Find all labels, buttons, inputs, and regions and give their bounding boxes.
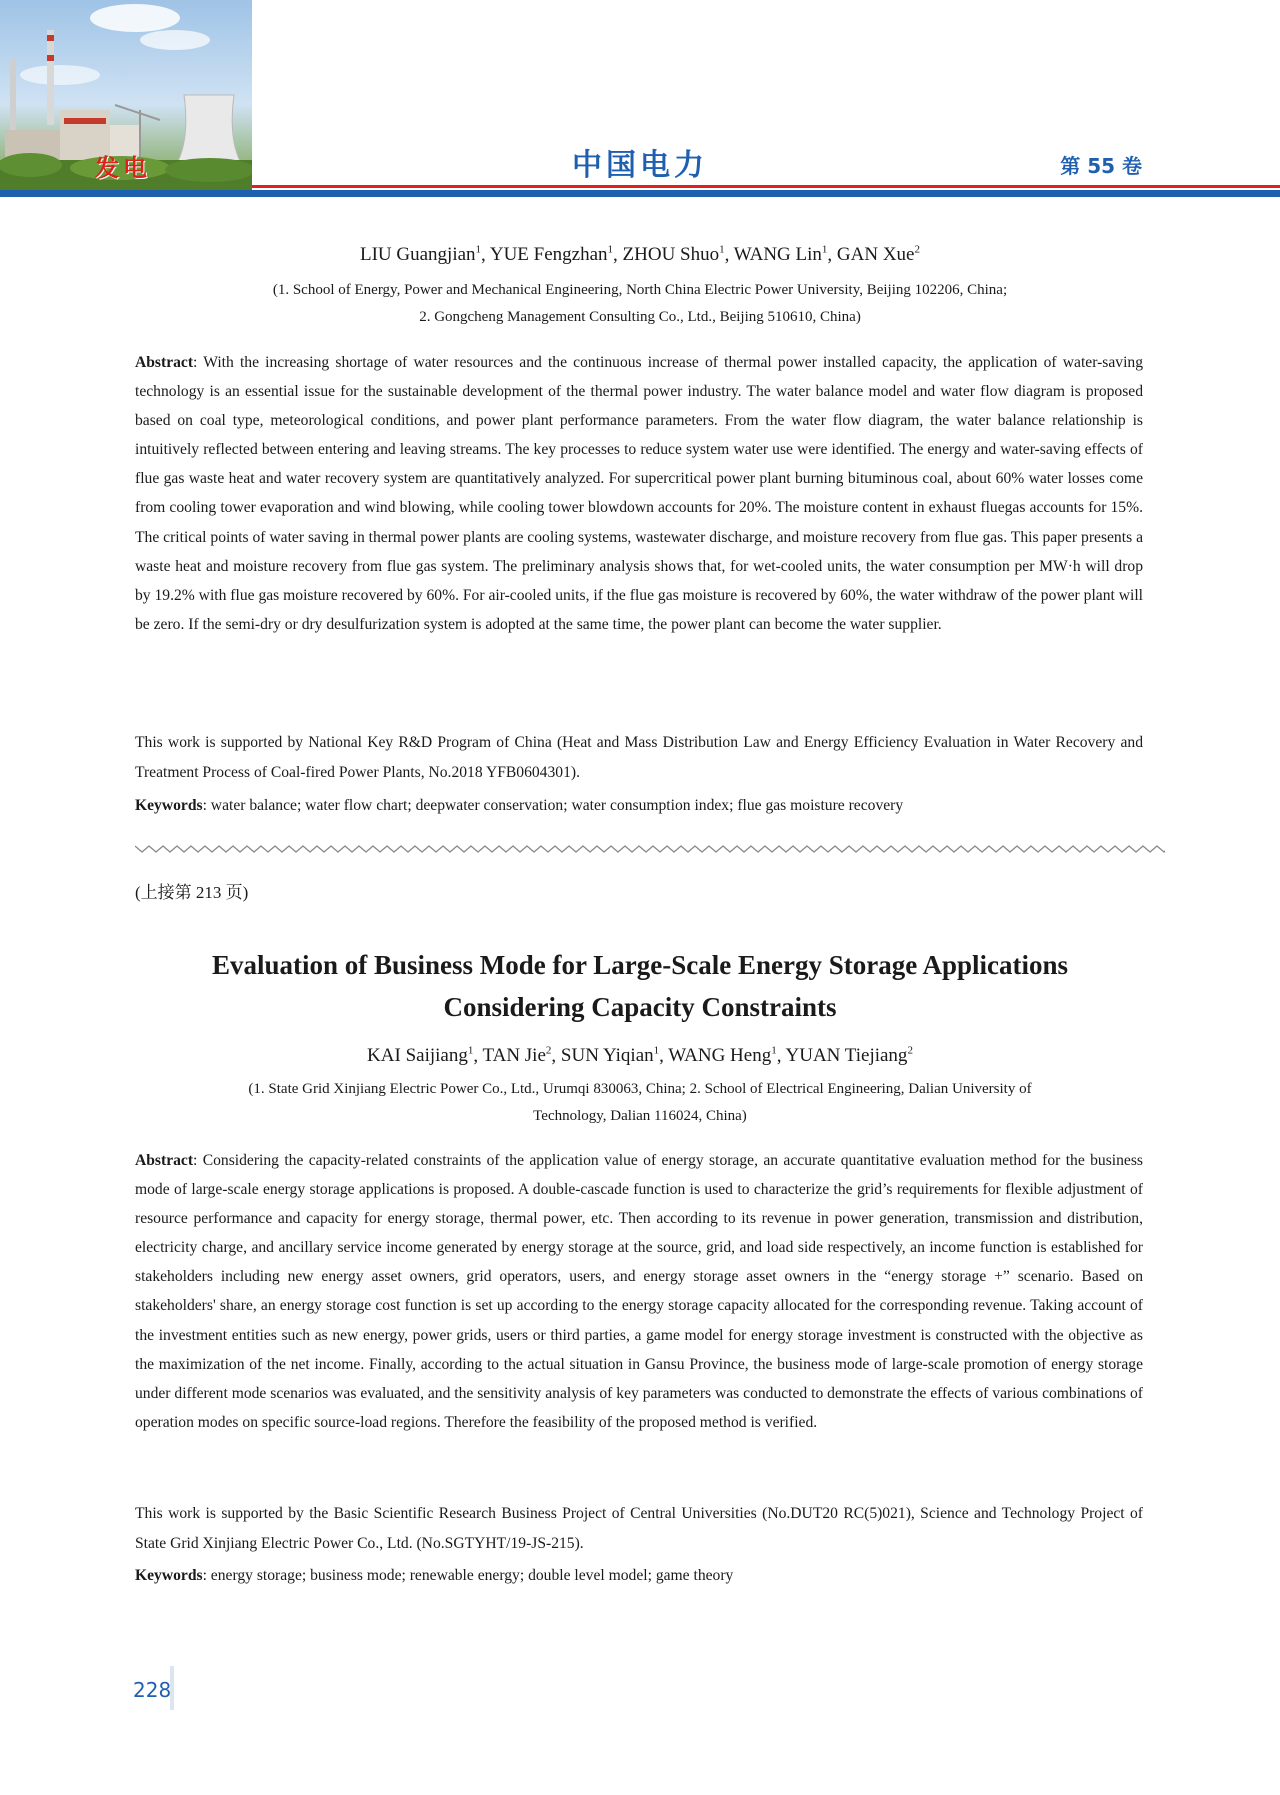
author: KAI Saijiang$^1$ [367, 1045, 474, 1067]
article1-authors: LIU Guangjian$^1$, YUE Fengzhan$^1$, ZHOU Shuo$^1$, WANG Lin$^1$, GAN Xue$^2$ [359, 244, 920, 266]
article2-authors: KAI Saijiang$^1$, TAN Jie$^2$, SUN Yiqian$^1$, WANG Heng$^1$, YUAN Tiejiang$^2$ [367, 1045, 913, 1067]
keywords-text: : energy storage; business mode; renewable energy; double level model; game theory [202, 1567, 734, 1584]
author: TAN Jie$^2$ [482, 1045, 552, 1067]
abstract-text: : Considering the capacity-related constraints of the application value of energy storage, an accurate quantitative evaluation method for the business mode of large-scale energy storage applications is proposed. A double-cascade function is used to characterize the grid’s requirements for flexible adjustment of resource performance and capacity for energy storage, thermal power, etc. Then according to its revenue in power generation, transmission and distribution, electricity charge, and ancillary service income generated by energy storage at the source, grid, and load side respectively, an income function is established for stakeholders including new energy asset owners, grid operators, users, and energy storage asset owners in the “energy storage +” scenario. Based on stakeholders' share, an energy storage cost function is set up according to the energy storage capacity allocated for the corresponding revenue. Taking account of the investment entities such as new energy, power grids, users or third parties, a game model for energy storage investment is constructed with the objective as the maximization of the net income. Finally, according to the actual situation in Gansu Province, the business mode of large-scale promotion of energy storage under different mode scenarios was evaluated, and the sensitivity analysis of key parameters was conducted to demonstrate the effects of various combinations of operation modes on specific source-load regions. Therefore the feasibility of the proposed method is verified. [135, 1152, 1143, 1431]
article2-affiliations [135, 1076, 1145, 1130]
article1-abstract [135, 348, 1143, 639]
abstract-text: : With the increasing shortage of water resources and the continuous increase of thermal power installed capacity, the application of water-saving technology is an essential issue for the sustainable development of the thermal power industry. The water balance model and water flow diagram is proposed based on coal type, meteorological conditions, and power plant performance parameters. From the water flow diagram, the water balance relationship is intuitively reflected between entering and leaving streams. The key processes to reduce system water use were identified. The energy and water-saving effects of flue gas waste heat and water recovery system are quantitatively analyzed. For supercritical power plant burning bituminous coal, about 60% water losses come from cooling tower evaporation and wind blowing, while cooling tower blowdown accounts for 20%. The moisture content in exhaust fluegas accounts for 15%. The critical points of water saving in thermal power plants are cooling systems, wastewater discharge, and moisture recovery from flue gas. This paper presents a waste heat and moisture recovery from flue gas system. The preliminary analysis shows that, for wet-cooled units, the water consumption per MW·h will drop by 19.2% with flue gas moisture recovered by 60%. For air-cooled units, if the flue gas moisture is recovered by 60%, the water withdraw of the power plant will be zero. If the semi-dry or dry desulfurization system is adopted at the same time, the power plant can become the water supplier. [135, 354, 1143, 633]
page-number: 228 [133, 1678, 172, 1702]
keywords-label: Keywords [135, 1567, 203, 1584]
author: LIU Guangjian$^1$ [359, 244, 482, 266]
header-rule-red [252, 185, 1280, 188]
section-tag: 发电 [95, 154, 151, 182]
journal-title: 中国电力 [572, 148, 708, 183]
section-divider [135, 842, 1165, 856]
article2-abstract [135, 1146, 1143, 1437]
author: WANG Lin$^1$ [733, 244, 828, 266]
author: SUN Yiqian$^1$ [560, 1045, 660, 1067]
affiliation-line: 2. Gongcheng Management Consulting Co., Ltd., Beijing 510610, China) [419, 309, 861, 325]
affiliation-line: (1. School of Energy, Power and Mechanical Engineering, North China Electric Power University, Beijing 102206, China; [272, 282, 1008, 298]
article1-keywords [135, 797, 1143, 815]
author: YUE Fengzhan$^1$ [489, 244, 614, 266]
article2-keywords [135, 1567, 1143, 1585]
article1-funding: This work is supported by National Key R&D Program of China (Heat and Mass Distribution Law and Energy Efficiency Evaluation in Water Recovery and Treatment Process of Coal-fired Power Plants, No.2018 YFB0604301). [135, 734, 1143, 781]
continued-from-note: (上接第 213 页) [135, 883, 249, 902]
author: GAN Xue$^2$ [836, 244, 920, 266]
affiliation-line: (1. State Grid Xinjiang Electric Power Co., Ltd., Urumqi 830063, China; 2. School of Electrical Engineering, Dalian University of [248, 1081, 1032, 1097]
article2-title [135, 944, 1145, 1028]
author: WANG Heng$^1$ [668, 1045, 777, 1067]
keywords-text: : water balance; water flow chart; deepwater conservation; water consumption index; flue gas moisture recovery [202, 797, 904, 814]
abstract-label: Abstract [135, 354, 194, 371]
title-line: Considering Capacity Constraints [443, 992, 837, 1022]
affiliation-line: Technology, Dalian 116024, China) [533, 1108, 747, 1124]
author: YUAN Tiejiang$^2$ [785, 1045, 913, 1067]
header-rule-blue [252, 190, 1280, 197]
title-line: Evaluation of Business Mode for Large-Scale Energy Storage Applications [211, 950, 1068, 980]
article2-funding: This work is supported by the Basic Scientific Research Business Project of Central Universities (No.DUT20 RC(5)021), Science and Technology Project of State Grid Xinjiang Electric Power Co., Ltd. (No.SGTYHT/19-JS-215). [135, 1505, 1143, 1552]
article1-affiliations [135, 277, 1145, 331]
abstract-label: Abstract [135, 1152, 194, 1169]
header-rule-left [0, 190, 252, 197]
volume-label: 第 55 卷 [1060, 154, 1142, 178]
keywords-label: Keywords [135, 797, 203, 814]
author: ZHOU Shuo$^1$ [622, 244, 725, 266]
